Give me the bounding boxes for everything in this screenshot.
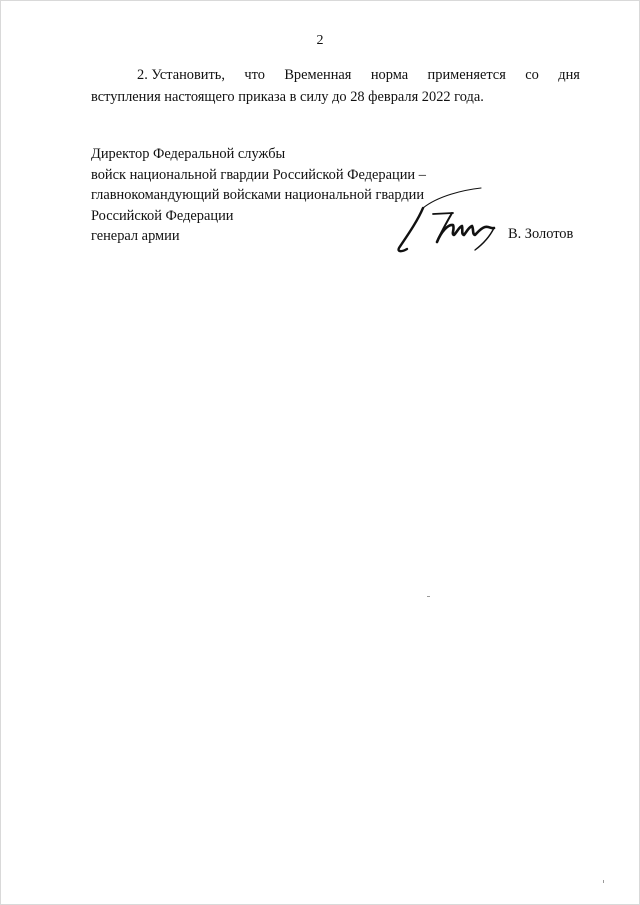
paragraph-word: со <box>525 67 539 83</box>
paragraph-word: 2. Установить, <box>137 67 225 83</box>
signatory-rank: генерал армии <box>91 228 180 244</box>
signatory-title-block <box>91 144 426 247</box>
paragraph-word: норма <box>370 67 409 83</box>
scan-speck <box>603 880 604 883</box>
paragraph-word: Временная <box>284 67 352 83</box>
handwritten-signature-icon <box>393 182 505 258</box>
paragraph-word: дня <box>558 67 580 83</box>
signatory-title-line: главнокомандующий войсками национальной гвардии <box>91 187 425 203</box>
paragraph-word: применяется <box>427 67 506 83</box>
paragraph-word: что <box>244 67 265 83</box>
paragraph-line-2: вступления настоящего приказа в силу до 28 февраля 2022 года. <box>91 89 484 105</box>
signatory-title-line: Директор Федеральной службы <box>91 146 286 162</box>
paragraph-2 <box>91 64 580 108</box>
page-number: 2 <box>316 33 324 48</box>
signatory-title-line: Российской Федерации <box>91 207 234 224</box>
signatory-name: В. Золотов <box>508 226 574 242</box>
paragraph-line-1 <box>91 64 580 86</box>
signatory-title-line: войск национальной гвардии Российской Федерации – <box>91 166 426 183</box>
scan-speck <box>427 596 430 597</box>
